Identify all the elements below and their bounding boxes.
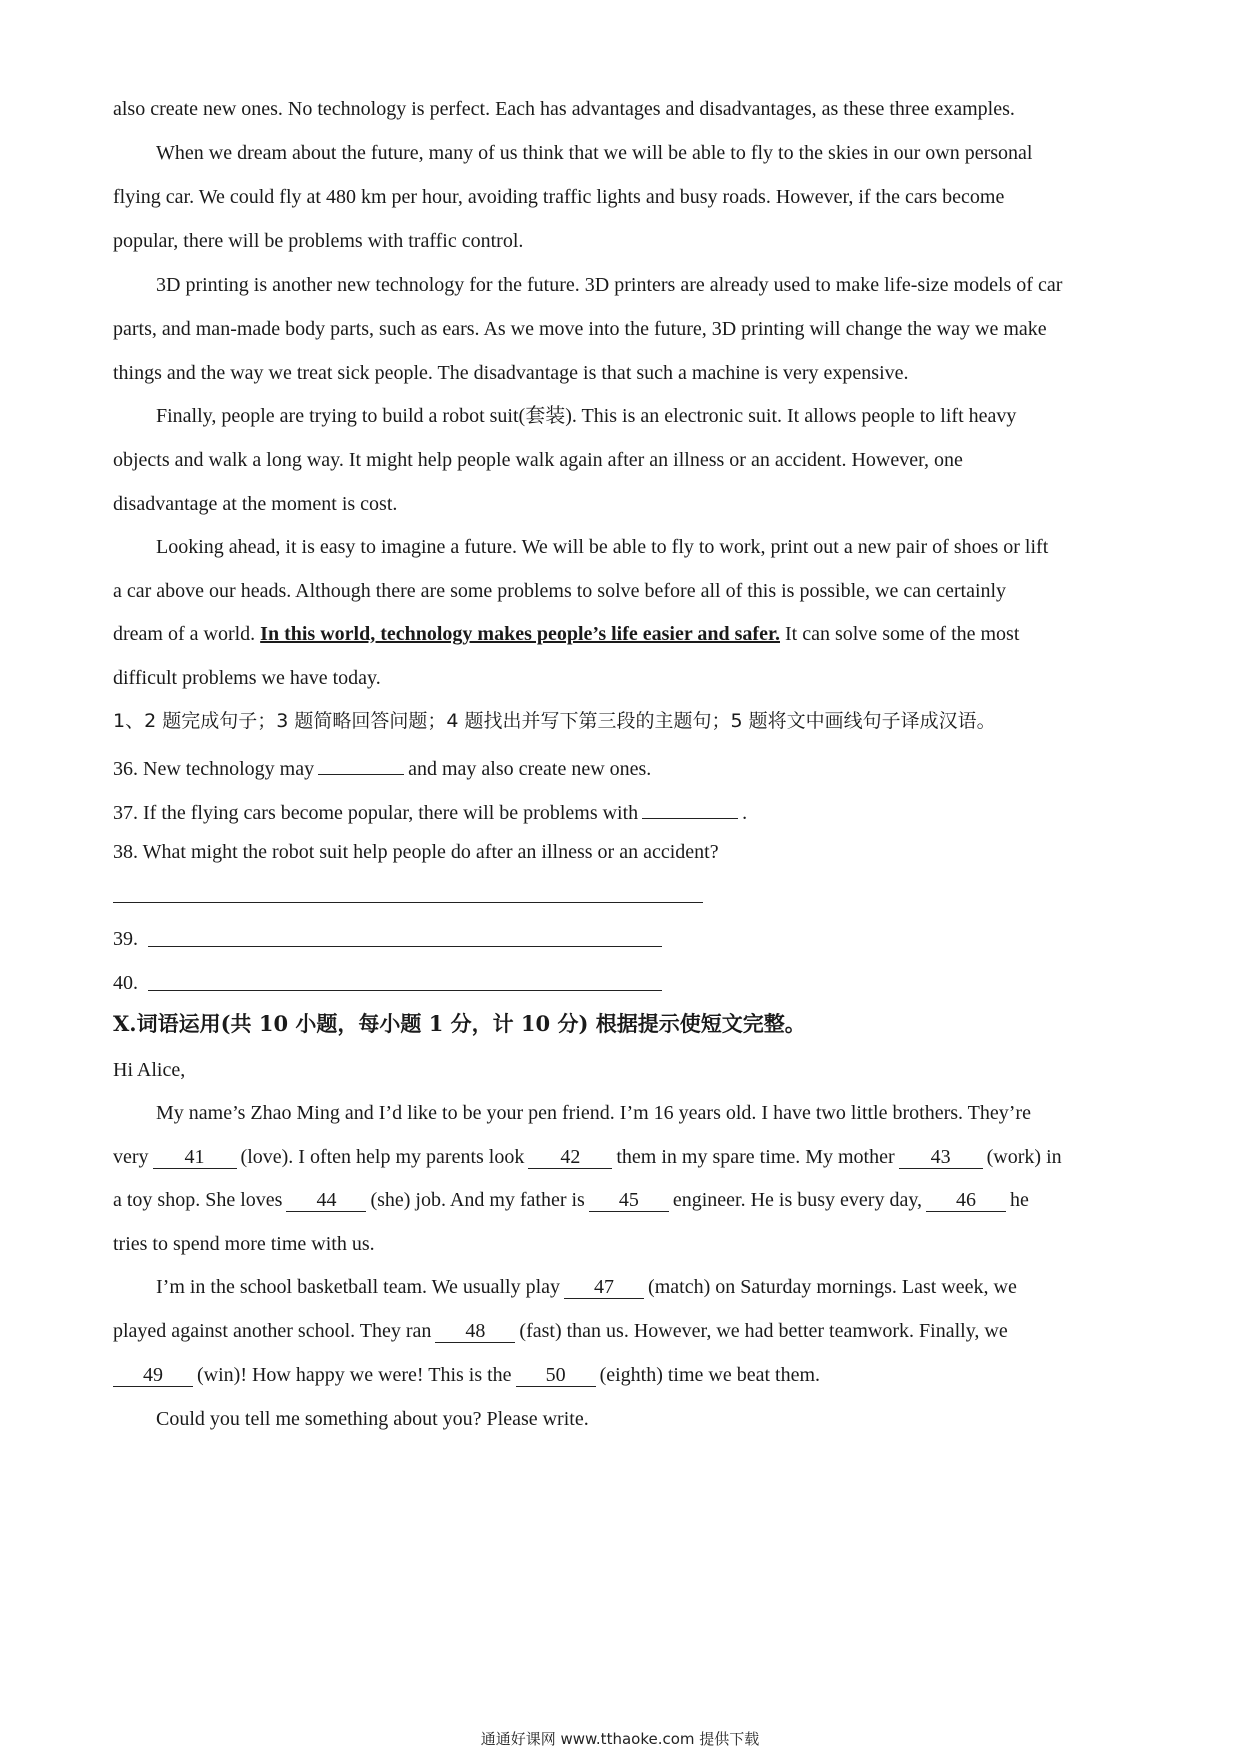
letter-text: played against another school. They ran xyxy=(113,1320,432,1342)
blank-46[interactable]: 46 xyxy=(926,1189,1006,1212)
blank-49[interactable]: 49 xyxy=(113,1364,193,1387)
answer-line-40[interactable] xyxy=(148,990,662,991)
blank-42[interactable]: 42 xyxy=(528,1146,612,1169)
blank-48[interactable]: 48 xyxy=(435,1320,515,1343)
question-text: 37. If the flying cars become popular, there will be problems with xyxy=(113,802,639,824)
letter-line xyxy=(113,1362,820,1388)
question-text: 36. New technology may xyxy=(113,758,315,780)
question-number: 40. xyxy=(113,972,138,994)
letter-line: My name’s Zhao Ming and I’d like to be your pen friend. I’m 16 years old. I have two little brothers. They’re xyxy=(156,1102,1031,1124)
underlined-sentence: In this world, technology makes people’s life easier and safer. xyxy=(260,623,780,645)
passage-text: It can solve some of the most xyxy=(780,623,1020,645)
question-number: 39. xyxy=(113,928,138,950)
passage-line: a car above our heads. Although there are some problems to solve before all of this is possible, we can certainly xyxy=(113,580,1007,602)
blank-50[interactable]: 50 xyxy=(516,1364,596,1387)
letter-text: I’m in the school basketball team. We usually play xyxy=(156,1276,561,1298)
letter-text: he xyxy=(1010,1189,1029,1211)
letter-text: (fast) than us. However, we had better teamwork. Finally, we xyxy=(519,1320,1008,1342)
letter-text: (she) job. And my father is xyxy=(370,1189,585,1211)
letter-text: (match) on Saturday mornings. Last week, we xyxy=(648,1276,1017,1298)
letter-text: (work) in xyxy=(986,1146,1062,1168)
letter-text: very xyxy=(113,1146,149,1168)
question-text: . xyxy=(742,802,748,824)
blank-44[interactable]: 44 xyxy=(286,1189,366,1212)
letter-text: (win)! How happy we were! This is the xyxy=(197,1364,512,1386)
passage-line: 3D printing is another new technology for the future. 3D printers are already used to make life-size models of car xyxy=(156,274,1063,296)
letter-greeting: Hi Alice, xyxy=(113,1059,186,1081)
blank-45[interactable]: 45 xyxy=(589,1189,669,1212)
passage-line: Looking ahead, it is easy to imagine a future. We will be able to fly to work, print out a new pair of shoes or lift xyxy=(156,536,1049,558)
letter-text: them in my spare time. My mother xyxy=(616,1146,895,1168)
instructions: 1、2 题完成句子；3 题简略回答问题；4 题找出并写下第三段的主题句；5 题将文中画线句子译成汉语。 xyxy=(113,710,996,732)
blank-43[interactable]: 43 xyxy=(899,1146,983,1169)
question-text: and may also create new ones. xyxy=(408,758,652,780)
blank-41[interactable]: 41 xyxy=(153,1146,237,1169)
answer-blank[interactable] xyxy=(318,752,404,775)
page-footer: 通通好课网 www.tthaoke.com 提供下载 xyxy=(480,1730,760,1748)
question-36 xyxy=(113,752,651,782)
question-39 xyxy=(113,926,138,952)
letter-line xyxy=(113,1187,1029,1213)
letter-text: a toy shop. She loves xyxy=(113,1189,283,1211)
passage-line: objects and walk a long way. It might help people walk again after an illness or an accident. However, one xyxy=(113,449,963,471)
passage-line: also create new ones. No technology is perfect. Each has advantages and disadvantages, as these three examples. xyxy=(113,98,1015,120)
passage-text: dream of a world. xyxy=(113,623,261,645)
passage-line: parts, and man-made body parts, such as ears. As we move into the future, 3D printing will change the way we make xyxy=(113,318,1047,340)
letter-text: engineer. He is busy every day, xyxy=(672,1189,923,1211)
passage-line: things and the way we treat sick people. The disadvantage is that such a machine is very expensive. xyxy=(113,362,909,384)
answer-blank[interactable] xyxy=(642,796,738,819)
answer-line-38[interactable] xyxy=(113,902,703,903)
letter-line xyxy=(113,1318,1008,1344)
letter-line xyxy=(113,1144,1062,1170)
letter-line: tries to spend more time with us. xyxy=(113,1233,375,1255)
blank-47[interactable]: 47 xyxy=(564,1276,644,1299)
letter-line: Could you tell me something about you? Please write. xyxy=(156,1408,589,1430)
question-37 xyxy=(113,796,747,826)
passage-line: difficult problems we have today. xyxy=(113,667,381,689)
letter-text: (eighth) time we beat them. xyxy=(599,1364,821,1386)
passage-line: Finally, people are trying to build a robot suit(套装). This is an electronic suit. It allows people to lift heavy xyxy=(156,405,1017,427)
passage-line: When we dream about the future, many of us think that we will be able to fly to the skies in our own personal xyxy=(156,142,1033,164)
letter-text: (love). I often help my parents look xyxy=(240,1146,525,1168)
section-heading: X.词语运用(共 10 小题，每小题 1 分，计 10 分) 根据提示使短文完整。 xyxy=(113,1011,806,1036)
passage-line: flying car. We could fly at 480 km per hour, avoiding traffic lights and busy roads. However, if the cars become xyxy=(113,186,1005,208)
letter-line xyxy=(156,1274,1017,1300)
question-40 xyxy=(113,970,138,996)
passage-line: popular, there will be problems with traffic control. xyxy=(113,230,524,252)
question-38: 38. What might the robot suit help people do after an illness or an accident? xyxy=(113,841,719,863)
passage-line xyxy=(113,621,1019,647)
passage-line: disadvantage at the moment is cost. xyxy=(113,493,398,515)
answer-line-39[interactable] xyxy=(148,946,662,947)
